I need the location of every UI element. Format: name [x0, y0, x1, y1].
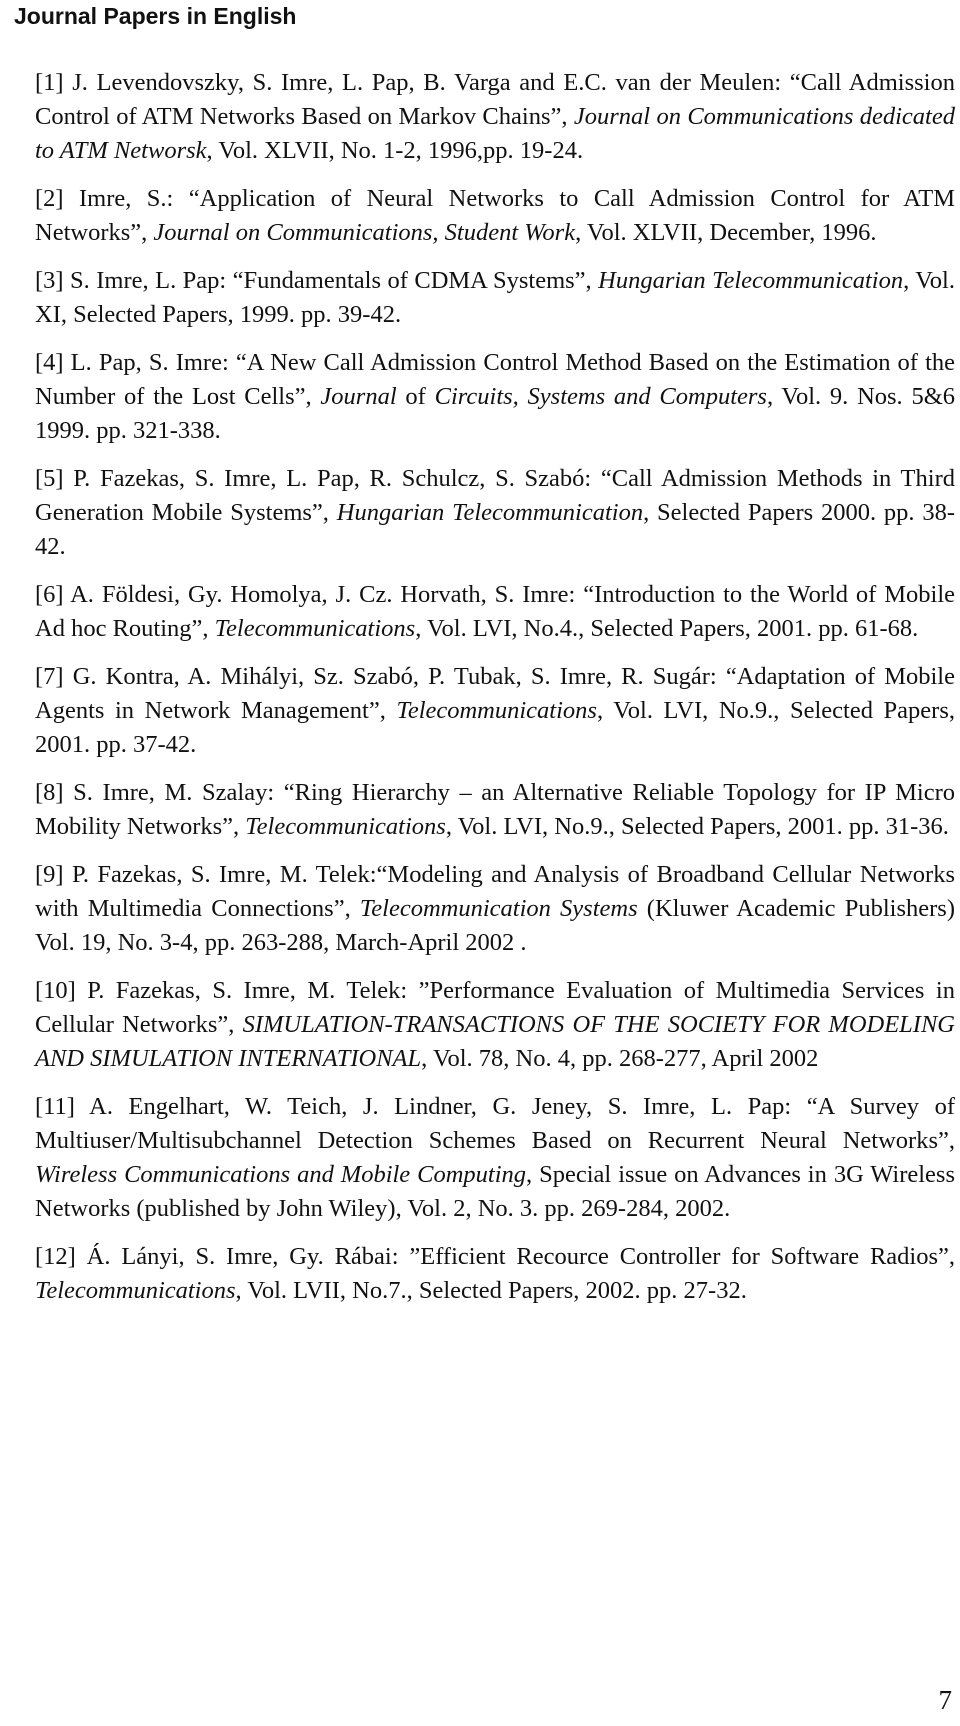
reference-number: [2] — [35, 185, 64, 212]
reference-number: [10] — [35, 977, 76, 1004]
reference-text: , Vol. XLVII, No. 1-2, 1996,pp. 19-24. — [206, 137, 584, 164]
reference-number: [4] — [35, 349, 64, 376]
reference-number: [11] — [35, 1093, 75, 1120]
reference-text: , Vol. 78, No. 4, pp. 268-277, April 2002 — [421, 1045, 819, 1072]
section-heading: Journal Papers in English — [14, 3, 297, 29]
reference-text: S. Imre, L. Pap: “Fundamentals of CDMA Systems”, — [63, 267, 599, 294]
reference-number: [12] — [35, 1243, 76, 1270]
reference-item — [35, 1090, 955, 1226]
reference-text: (Kluwer Academic Publishers) Vol. 19, No. 3-4, pp. 263-288, March-April 2002 . — [35, 895, 955, 956]
reference-text: , Vol. 9. Nos. 5&6 1999. pp. 321-338. — [35, 383, 956, 444]
reference-text: P. Fazekas, S. Imre, L. Pap, R. Schulcz, S. Szabó: “Call Admission Methods in Third Generation Mobile Systems”, — [35, 465, 955, 526]
reference-list — [35, 66, 955, 1322]
reference-number: [9] — [35, 861, 64, 888]
reference-source-text: Journal on Communications, Student Work — [153, 219, 576, 246]
reference-text: P. Fazekas, S. Imre, M. Telek: ”Performance Evaluation of Multimedia Services in Cellular Networks”, — [35, 977, 955, 1038]
reference-number: [6] — [35, 581, 64, 608]
reference-text: , Selected Papers 2000. pp. 38-42. — [35, 499, 956, 560]
reference-item — [35, 858, 955, 960]
reference-item — [35, 660, 955, 762]
reference-source-text: Journal — [320, 383, 397, 410]
reference-item — [35, 264, 955, 332]
reference-number: [3] — [35, 267, 64, 294]
reference-item — [35, 182, 955, 250]
reference-text: of — [396, 383, 435, 410]
reference-source-text: Telecommunications — [245, 813, 446, 840]
reference-text: , Special issue on Advances in 3G Wireless Networks (published by John Wiley), Vol. 2, No. 3. pp. 269-284, 2002. — [35, 1161, 956, 1222]
reference-text: , Vol. XI, Selected Papers, 1999. pp. 39-42. — [35, 267, 955, 328]
page-number: 7 — [938, 1685, 952, 1715]
reference-source-text: Telecommunications — [396, 697, 597, 724]
reference-text: A. Földesi, Gy. Homolya, J. Cz. Horvath, S. Imre: “Introduction to the World of Mobile Ad hoc Routing”, — [35, 581, 955, 642]
reference-text: A. Engelhart, W. Teich, J. Lindner, G. Jeney, S. Imre, L. Pap: “A Survey of Multiuser/Multisubchannel Detection Schemes Based on Recurrent Neural Networks”, — [35, 1093, 955, 1154]
reference-source-text: Hungarian Telecommunication — [598, 267, 904, 294]
reference-source-text: Telecommunication Systems — [359, 895, 638, 922]
reference-source-text: Journal on Communications dedicated to ATM Networsk — [35, 103, 955, 164]
reference-text: Á. Lányi, S. Imre, Gy. Rábai: ”Efficient Recource Controller for Software Radios”, — [75, 1243, 955, 1270]
reference-text: , Vol. LVI, No.4., Selected Papers, 2001. pp. 61-68. — [415, 615, 919, 642]
reference-number: [8] — [35, 779, 64, 806]
reference-item — [35, 66, 955, 168]
reference-number: [7] — [35, 663, 64, 690]
reference-text: L. Pap, S. Imre: “A New Call Admission Control Method Based on the Estimation of the Number of the Lost Cells”, — [35, 349, 955, 410]
reference-source-text: Telecommunications — [214, 615, 416, 642]
reference-text: J. Levendovszky, S. Imre, L. Pap, B. Varga and E.C. van der Meulen: “Call Admission Control of ATM Networks Based on Markov Chains”, — [35, 69, 955, 130]
reference-text: P. Fazekas, S. Imre, M. Telek:“Modeling and Analysis of Broadband Cellular Networks with Multimedia Connections”, — [35, 861, 955, 922]
reference-source-text: Hungarian Telecommunication — [336, 499, 644, 526]
reference-item — [35, 1240, 955, 1308]
reference-text: Imre, S.: “Application of Neural Networks to Call Admission Control for ATM Networks”, — [35, 185, 955, 246]
reference-text: , Vol. LVII, No.7., Selected Papers, 2002. pp. 27-32. — [235, 1277, 747, 1304]
reference-source-text: Telecommunications — [35, 1277, 236, 1304]
reference-text: S. Imre, M. Szalay: “Ring Hierarchy – an Alternative Reliable Topology for IP Micro Mobility Networks”, — [35, 779, 955, 840]
reference-number: [5] — [35, 465, 64, 492]
reference-item — [35, 974, 955, 1076]
reference-text: G. Kontra, A. Mihályi, Sz. Szabó, P. Tubak, S. Imre, R. Sugár: “Adaptation of Mobile Agents in Network Management”, — [35, 663, 955, 724]
reference-text: , Vol. LVI, No.9., Selected Papers, 2001. pp. 37-42. — [35, 697, 955, 758]
reference-text: , Vol. XLVII, December, 1996. — [575, 219, 877, 246]
reference-source-text: Circuits, Systems and Computers — [434, 383, 767, 410]
reference-item — [35, 346, 955, 448]
reference-source-text: SIMULATION-TRANSACTIONS OF THE SOCIETY FOR MODELING AND SIMULATION INTERNATIONAL — [35, 1011, 955, 1072]
reference-item — [35, 462, 955, 564]
reference-source-text: Wireless Communications and Mobile Computing — [35, 1161, 527, 1188]
reference-number: [1] — [35, 69, 64, 96]
reference-item — [35, 776, 955, 844]
reference-text: , Vol. LVI, No.9., Selected Papers, 2001. pp. 31-36. — [445, 813, 949, 840]
reference-item — [35, 578, 955, 646]
